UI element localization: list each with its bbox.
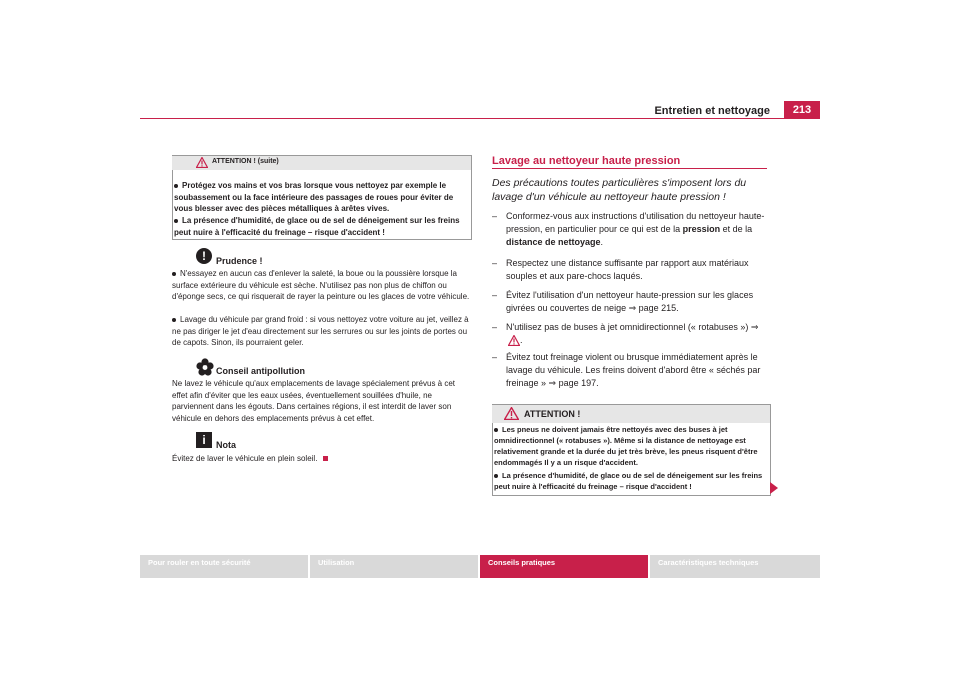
eco-title: Conseil antipollution (216, 366, 305, 376)
bullet-icon (174, 219, 178, 223)
section-intro: Des précautions toutes particulières s'imposent lors du lavage d'un véhicule au nettoyeur haute pression ! (492, 177, 747, 203)
footer-tab-operation[interactable]: Utilisation (310, 555, 478, 578)
eco-text: Ne lavez le véhicule qu'aux emplacements de lavage spécialement prévus à cet effet afin d'éviter que les eaux usées, éventuellement souillées d'huile, ne parviennent dans les égouts. Dans certaines régions, il est interdit de laver son véhicule en dehors des emplacements prévus à cet effet. (172, 379, 456, 423)
list-item: – Conformez-vous aux instructions d'utilisation du nettoyeur haute-pression, en particulier pour ce qui est de la pression et de la distance de nettoyage. (492, 211, 765, 247)
bullet-icon (172, 318, 176, 322)
dash-marker: – (492, 322, 498, 332)
list-item: – Évitez l'utilisation d'un nettoyeur haute-pression sur les glaces givrées ou couvertes de neige ⇒ page 215. (492, 290, 754, 313)
page-number: 213 (784, 101, 820, 119)
warning-continued-header (172, 155, 471, 170)
dash-marker: – (492, 290, 498, 300)
footer-tab-technical-data[interactable]: Caractéristiques techniques (650, 555, 820, 578)
continue-arrow-icon (770, 482, 778, 494)
section-rule (492, 168, 767, 169)
bullet-icon (174, 184, 178, 188)
attention-item: La présence d'humidité, de glace ou de sel de déneigement sur les freins peut nuire à l'efficacité du freinage – risque d'accident ! (494, 471, 763, 491)
prudence-title: Prudence ! (216, 256, 263, 266)
section-title: Lavage au nettoyeur haute pression (492, 155, 681, 167)
warning-triangle-icon (504, 407, 519, 420)
dash-marker: – (492, 352, 498, 362)
nota-title: Nota (216, 440, 236, 450)
dash-marker: – (492, 211, 498, 221)
warning-continued-item: Protégez vos mains et vos bras lorsque vous nettoyez par exemple le soubassement ou la face intérieure des passages de roues pour éviter de vous blesser avec des pièces métalliques à arêtes vives. (174, 181, 454, 213)
bullet-icon (172, 272, 176, 276)
warning-continued-item: La présence d'humidité, de glace ou de sel de déneigement sur les freins peut nuire à l'efficacité du freinage – risque d'accident ! (174, 216, 460, 237)
end-mark-icon (323, 456, 328, 461)
list-item: – Évitez tout freinage violent ou brusque immédiatement après le lavage du véhicule. Les freins doivent d'abord être « séchés par freinage » ⇒ page 197. (492, 352, 761, 388)
prudence-item: Lavage du véhicule par grand froid : si vous nettoyez votre voiture au jet, veillez à ne pas diriger le jet d'eau directement sur les serrures ou sur les joints de portes ou de capots. Sinon, ils pourraient geler. (172, 315, 469, 347)
warning-continued-title: ATTENTION ! (suite) (212, 158, 279, 165)
header-rule (140, 118, 820, 119)
prudence-item: N'essayez en aucun cas d'enlever la saleté, la boue ou la poussière lorsque la surface extérieure du véhicule est sèche. N'utilisez pas non plus de chiffon ou d'éponge secs, ce qui risquerait de rayer la peinture ou les glaces de votre véhicule. (172, 269, 470, 301)
bullet-icon (494, 428, 498, 432)
attention-header (492, 404, 770, 423)
warning-triangle-icon (508, 335, 520, 346)
nota-text: Évitez de laver le véhicule en plein soleil. (172, 453, 470, 465)
running-header: Entretien et nettoyage (654, 105, 770, 117)
footer-tab-practical-tips[interactable]: Conseils pratiques (480, 555, 648, 578)
list-item: – Respectez une distance suffisante par rapport aux matériaux souples et aux pare-chocs laqués. (492, 258, 749, 281)
caution-icon: ! (196, 248, 212, 264)
info-icon: i (196, 432, 212, 448)
dash-marker: – (492, 258, 498, 268)
warning-triangle-icon (196, 157, 208, 168)
bullet-icon (494, 474, 498, 478)
flower-eco-icon (196, 358, 214, 376)
attention-title: ATTENTION ! (524, 409, 581, 419)
attention-item: Les pneus ne doivent jamais être nettoyés avec des buses à jet omnidirectionnel (« rotabuses »). Même si la distance de nettoyage est relativement grande et la durée du jet très brève, les pneus risquent d'être endommagés Il y a un risque d'accident. (494, 425, 758, 467)
list-item: – N'utilisez pas de buses à jet omnidirectionnel (« rotabuses ») ⇒ . (492, 322, 759, 345)
footer-tab-safety[interactable]: Pour rouler en toute sécurité (140, 555, 308, 578)
